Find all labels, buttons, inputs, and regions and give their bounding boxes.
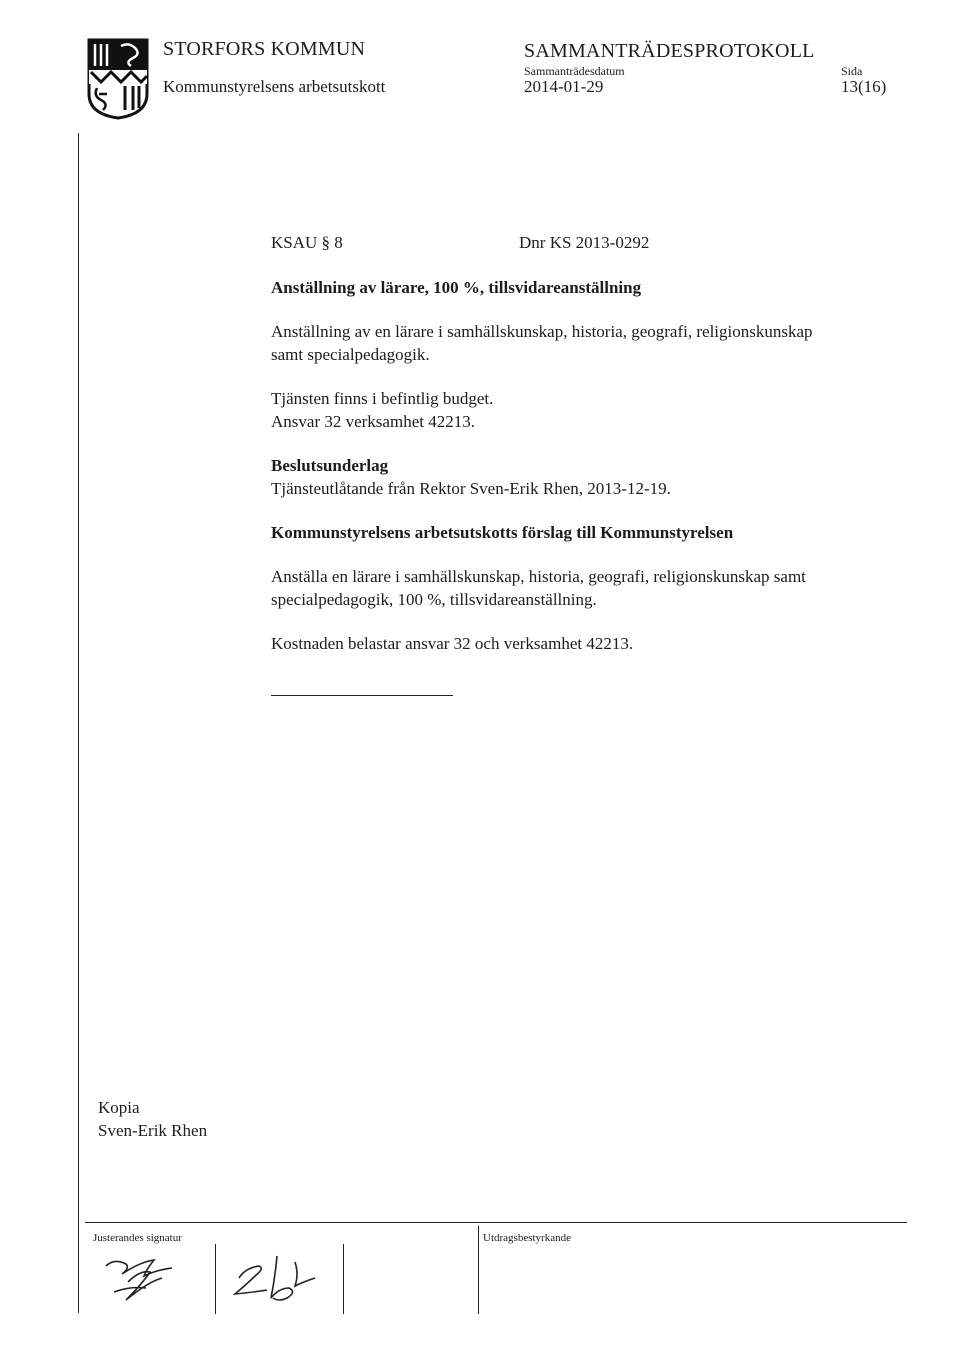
- cost-paragraph: Kostnaden belastar ansvar 32 och verksamhet 42213.: [271, 634, 634, 653]
- item-title: Anställning av lärare, 100 %, tillsvidareanställning: [271, 278, 642, 297]
- budget-line: Tjänsten finns i befintlig budget.: [271, 389, 494, 408]
- copy-recipients: [98, 1096, 207, 1142]
- budget-paragraph: [271, 387, 493, 433]
- extract-certification-label: Utdragsbestyrkande: [483, 1232, 571, 1244]
- description-line: Anställning av en lärare i samhällskunskap, historia, geografi, religionskunskap: [271, 322, 813, 341]
- meeting-date-value: 2014-01-29: [524, 77, 604, 96]
- signature-divider: [478, 1226, 479, 1314]
- page-label: Sida: [841, 64, 863, 78]
- budget-line: Ansvar 32 verksamhet 42213.: [271, 412, 475, 431]
- section-number: KSAU § 8: [271, 233, 343, 252]
- footer-rule: [85, 1222, 907, 1223]
- copy-recipient: Sven-Erik Rhen: [98, 1121, 208, 1140]
- document-type: SAMMANTRÄDESPROTOKOLL: [524, 40, 815, 62]
- description-paragraph: [271, 320, 813, 366]
- meeting-date-label: Sammanträdesdatum: [524, 64, 625, 78]
- signature-divider: [215, 1244, 216, 1314]
- end-of-item-rule: [271, 695, 453, 696]
- decision-basis-text: Tjänsteutlåtande från Rektor Sven-Erik Rhen, 2013-12-19.: [271, 479, 671, 498]
- copy-label: Kopia: [98, 1098, 140, 1117]
- decision-basis: [271, 454, 671, 500]
- organization-name: STORFORS KOMMUN: [163, 38, 366, 60]
- proposal-heading: Kommunstyrelsens arbetsutskotts förslag till Kommunstyrelsen: [271, 523, 734, 542]
- description-line: samt specialpedagogik.: [271, 345, 430, 364]
- signature-initials-1: [100, 1252, 180, 1307]
- signature-divider: [343, 1244, 344, 1314]
- proposal-line: Anställa en lärare i samhällskunskap, historia, geografi, religionskunskap samt: [271, 567, 806, 586]
- signature-initials-2: [225, 1248, 325, 1308]
- diary-number: Dnr KS 2013-0292: [519, 233, 650, 252]
- signature-label: Justerandes signatur: [93, 1232, 182, 1244]
- municipal-crest-icon: [87, 38, 149, 120]
- page-number: 13(16): [841, 77, 887, 96]
- left-margin-rule: [78, 133, 79, 1313]
- proposal-line: specialpedagogik, 100 %, tillsvidareanställning.: [271, 590, 597, 609]
- proposal-paragraph: [271, 565, 806, 611]
- organization-unit: Kommunstyrelsens arbetsutskott: [163, 77, 386, 96]
- decision-basis-heading: Beslutsunderlag: [271, 456, 389, 475]
